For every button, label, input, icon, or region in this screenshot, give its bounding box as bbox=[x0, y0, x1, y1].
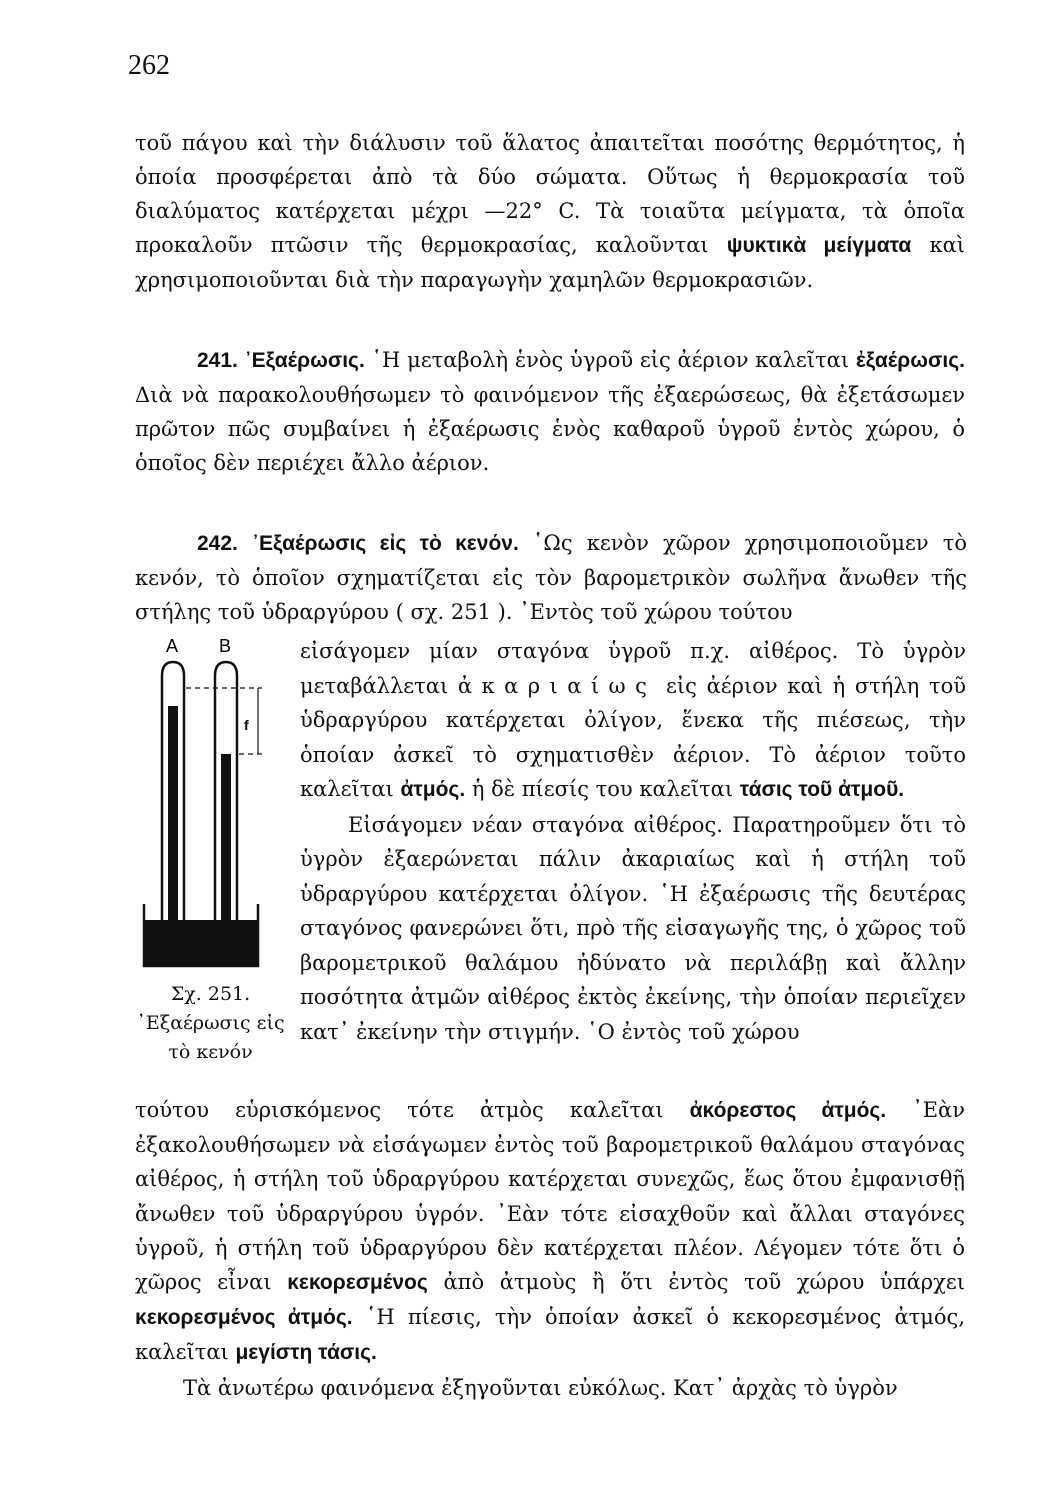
term-saturated: κεκορεσμένος bbox=[287, 1271, 428, 1295]
barometer-tubes-illustration bbox=[140, 636, 285, 976]
section-241 bbox=[135, 343, 965, 480]
figure-251-barometer bbox=[140, 636, 285, 976]
section-242-number: 242. bbox=[197, 532, 238, 555]
wrap-text-3: ἡ δὲ πίεσίς του καλεῖται bbox=[471, 777, 734, 801]
page-number: 262 bbox=[128, 50, 170, 81]
wrap-text-2: εἰς ἀέριον καὶ ἡ στήλη τοῦ ὑδραργύρου κατέρχεται ὀλίγον, ἕνεκα τῆς πιέσεως, τὴν ὁποίαν ἀσκεῖ τὸ σχηματισθὲν ἀέριον. Τὸ ἀέριον τοῦτο καλεῖται bbox=[300, 673, 966, 801]
term-unsaturated-vapor: ἀκόρεστος ἀτμός. bbox=[689, 1099, 887, 1122]
section-242-title: ᾿Εξαέρωσις εἰς τὸ κενόν. bbox=[252, 532, 519, 555]
paragraph-cooling-mixtures bbox=[135, 126, 965, 297]
section-241-title: ᾿Εξαέρωσις. bbox=[244, 349, 365, 372]
term-vapor-pressure: τάσις τοῦ ἀτμοῦ. bbox=[739, 778, 905, 801]
closing-paragraph-1 bbox=[135, 1093, 965, 1371]
p1-text-end: καὶ χρησιμοποιοῦνται διὰ τὴν παραγωγὴν χαμηλῶν θερμοκρασιῶν. bbox=[135, 233, 965, 292]
after-text-4: ῾Η πίεσις, τὴν ὁποίαν ἀσκεῖ ὁ κεκορεσμένος ἀτμός, καλεῖται bbox=[135, 1305, 965, 1365]
p1-text: τοῦ πάγου καὶ τὴν διάλυσιν τοῦ ἅλατος ἀπαιτεῖται ποσότης θερμότητος, ἡ ὁποία προσφέρεται ἀπὸ τὰ δύο σώματα. Οὕτως ἡ θερμοκρασία τοῦ διαλύματος κατέρχεται μέχρι —22° C. Τὰ τοιαῦτα μείγματα, τὰ ὁποῖα προκαλοῦν πτῶσιν τῆς θερμοκρασίας, καλοῦνται bbox=[135, 131, 965, 257]
term-cooling-mixtures: ψυκτικὰ μείγματα bbox=[726, 234, 912, 257]
wrap-text-1: εἰσάγομεν μίαν σταγόνα ὑγροῦ π.χ. αἰθέρος. Τὸ ὑγρὸν μεταβάλλεται bbox=[300, 639, 966, 698]
term-evaporation: ἐξαέρωσις. bbox=[855, 349, 965, 372]
closing-paragraphs bbox=[135, 1093, 965, 1405]
wrap-spaced-word: ἀκαριαίως bbox=[457, 673, 657, 698]
section-241-text: ῾Η μεταβολὴ ἑνὸς ὑγροῦ εἰς ἀέριον καλεῖται bbox=[371, 348, 850, 372]
wrap-paragraph-2: Εἰσάγομεν νέαν σταγόνα αἰθέρος. Παρατηροῦμεν ὅτι τὸ ὑγρὸν ἐξαερώνεται πάλιν ἀκαριαίως καὶ ἡ στήλη τοῦ ὑδραργύρου κατέρχεται ὀλίγον. ῾Η ἐξαέρωσις τῆς δευτέρας σταγόνος φανερώνει ὅτι, πρὸ τῆς εἰσαγωγῆς της, ὁ χῶρος τοῦ βαρομετρικοῦ θαλάμου ἠδύνατο νὰ περιλάβῃ καὶ ἄλλην ποσότητα ἀτμῶν αἰθέρος ἐκτὸς ἐκείνης, τὴν ὁποίαν περιεῖχεν κατ᾿ ἐκείνην τὴν στιγμήν. ῾Ο ἐντὸς τοῦ χώρου bbox=[300, 812, 966, 1044]
figure-251-caption: Σχ. 251. ᾿Εξαέρωσις εἰς τὸ κενόν bbox=[136, 983, 285, 1063]
section-241-text-end: Διὰ νὰ παρακολουθήσωμεν τὸ φαινόμενον τῆς ἐξαερώσεως, θὰ ἐξετάσωμεν πρῶτον πῶς συμβαίνει ἡ ἐξαέρωσις ἑνὸς καθαροῦ ὑγροῦ ἐντὸς χώρου, ὁ ὁποῖος δὲν περιέχει ἄλλο ἀέριον. bbox=[135, 383, 965, 475]
label-b: B bbox=[218, 636, 232, 656]
label-a: A bbox=[165, 636, 179, 656]
closing-paragraph-2: Τὰ ἀνωτέρω φαινόμενα ἐξηγοῦνται εὐκόλως. Κατ᾿ ἀρχὰς τὸ ὑγρὸν bbox=[183, 1375, 898, 1400]
section-241-number: 241. bbox=[197, 349, 238, 372]
wrapped-text-block bbox=[300, 634, 966, 1049]
term-vapor: ἀτμός. bbox=[400, 778, 466, 801]
after-text-2: ᾿Εὰν ἐξακολουθήσωμεν νὰ εἰσάγωμεν ἐντὸς τοῦ βαρομετρικοῦ θαλάμου σταγόνας αἰθέρος, ἡ στήλη τοῦ ὑδραργύρου κατέρχεται συνεχῶς, ἕως ὅτου ἐμφανισθῇ ἄνωθεν τοῦ ὑδραργύρου ὑγρόν. ᾿Εὰν τότε εἰσαχθοῦν καὶ ἄλλαι σταγόνες ὑγροῦ, ἡ στήλη τοῦ ὑδραργύρου δὲν κατέρχεται πλέον. Λέγομεν τότε ὅτι ὁ χῶρος εἶναι bbox=[135, 1098, 965, 1295]
after-text-1: τούτου εὑρισκόμενος τότε ἀτμὸς καλεῖται bbox=[135, 1098, 664, 1122]
wrap-paragraph-1 bbox=[300, 634, 966, 808]
after-text-3: ἀπὸ ἀτμοὺς ἢ ὅτι ἐντὸς τοῦ χώρου ὑπάρχει bbox=[443, 1270, 965, 1295]
term-maximum-pressure: μεγίστη τάσις. bbox=[235, 1341, 377, 1365]
term-saturated-vapor: κεκορεσμένος ἀτμός. bbox=[135, 1306, 353, 1330]
section-242 bbox=[135, 526, 967, 629]
section-242-text: ῾Ως κενὸν χῶρον χρησιμοποιοῦμεν τὸ κενόν, τὸ ὁποῖον σχηματίζεται εἰς τὸν βαρομετρικὸν σωλῆνα ἄνωθεν τῆς στήλης τοῦ ὑδραργύρου ( σχ. 251 ). ᾿Εντὸς τοῦ χώρου τούτου bbox=[135, 531, 967, 624]
label-f: f bbox=[244, 717, 249, 733]
